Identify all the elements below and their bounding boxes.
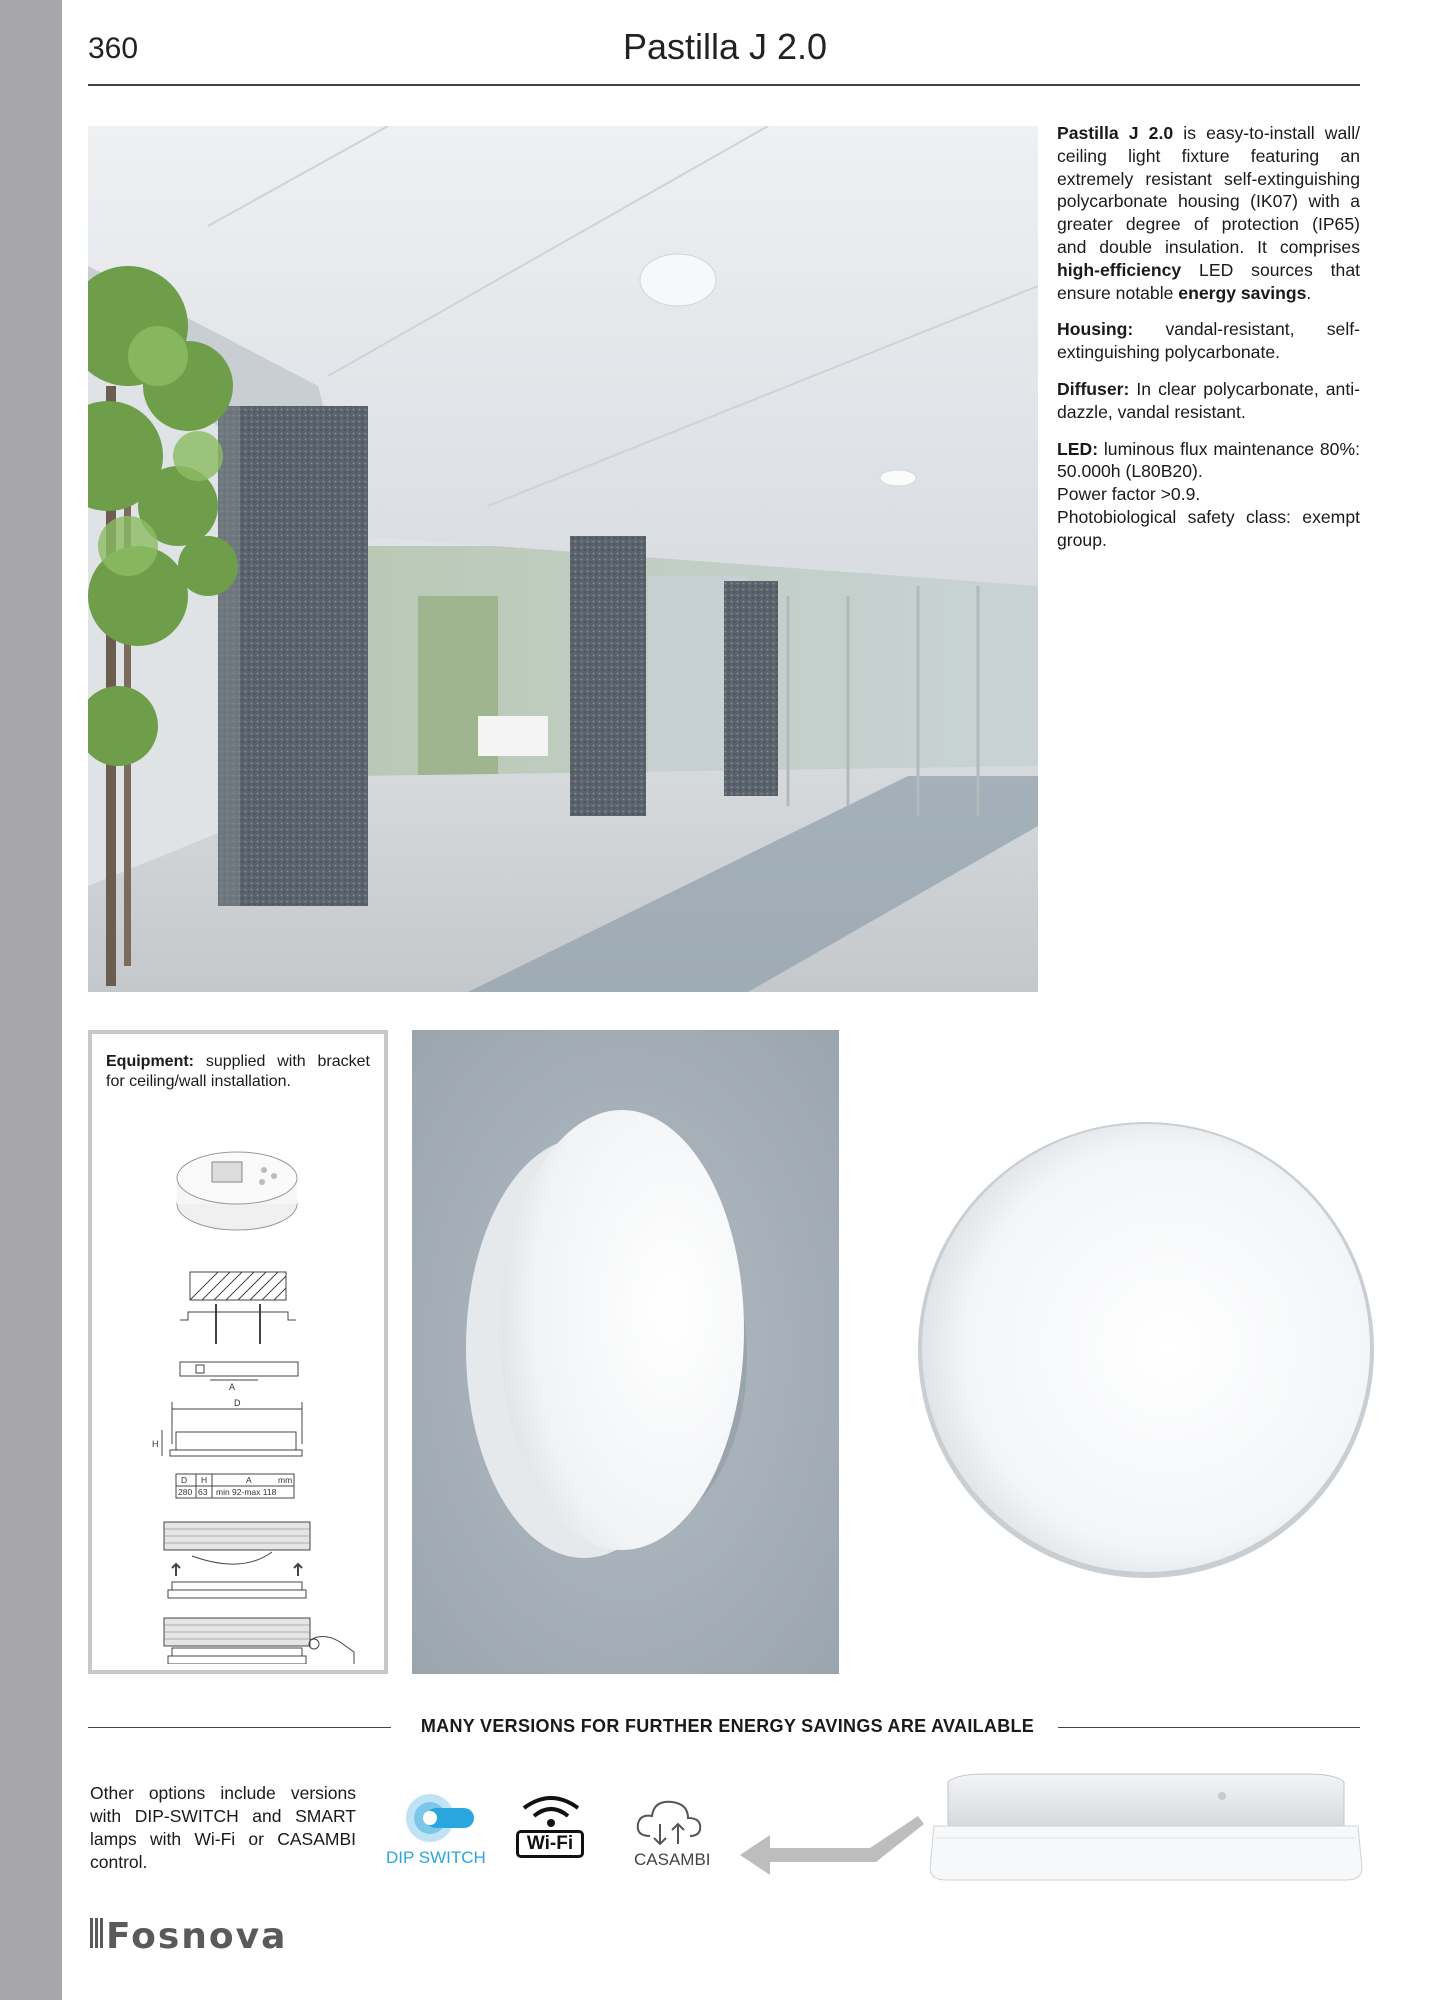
arrow-left-icon [740,1810,926,1885]
equipment-description [106,1052,370,1092]
intro-text-1: is easy-to-install wall/ ceiling light fixture featuring an extremely resistant self-extinguishing polycarbonate housing (IK07) with a greater degree of protection (IP65) and double insulation. It comprises [1057,123,1360,257]
table-header-a: A [246,1475,252,1485]
banner-rule-right [1058,1727,1360,1728]
dip-switch-label: DIP SWITCH [386,1848,486,1867]
photobiological-safety: Photobiological safety class: exempt group. [1057,506,1360,550]
housing-text: vandal-resistant, self-extinguishing polycarbonate. [1057,319,1360,363]
dimension-d-label: D [234,1398,241,1408]
dimension-a-label: A [229,1382,236,1392]
hero-photo-building-entrance [88,126,1038,992]
fosnova-logo [88,1910,298,1961]
table-value-a: min 92-max 118 [216,1487,277,1497]
installation-diagram [92,1104,384,1664]
casambi-cloud-icon [634,1794,706,1855]
table-value-h: 63 [198,1487,208,1497]
banner-rule-left [88,1727,391,1728]
table-value-d: 280 [178,1487,193,1497]
equipment-label: Equipment: [106,1053,194,1070]
header-divider [88,84,1360,86]
page-number: 360 [88,32,139,65]
wifi-icon [516,1794,586,1833]
product-description [1057,122,1360,552]
table-header-d: D [181,1475,188,1485]
diffuser-text: In clear polycarbonate, anti-dazzle, vandal resistant. [1057,378,1360,422]
intro-highlight-efficiency: high-efficiency [1057,259,1182,280]
led-label: LED: [1057,438,1099,459]
wifi-label: Wi-Fi [516,1830,584,1858]
product-side-view-photo [926,1770,1366,1895]
intro-text-3: . [1306,282,1312,303]
dip-switch-icon [400,1790,480,1851]
dimension-h-label: H [152,1439,159,1449]
table-header-unit: mm [278,1475,293,1485]
led-text: luminous flux maintenance 80%: 50.000h (L80B20). [1057,438,1360,482]
product-photo-front-view [906,1110,1386,1590]
diffuser-paragraph [1057,378,1360,424]
energy-savings-banner: MANY VERSIONS FOR FURTHER ENERGY SAVINGS ARE AVAILABLE [420,1716,1035,1736]
casambi-label: CASAMBI [634,1850,711,1869]
page-sidebar-strip [0,0,62,2000]
table-header-h: H [201,1475,208,1485]
product-name: Pastilla J 2.0 [1057,123,1174,143]
equipment-panel [88,1030,388,1674]
intro-text-2: LED sources that ensure notable [1057,259,1360,303]
diffuser-label: Diffuser: [1057,378,1130,399]
led-paragraph [1057,438,1360,552]
power-factor: Power factor >0.9. [1057,484,1201,505]
housing-label: Housing: [1057,319,1134,340]
brand-name: Fosnova [106,1916,288,1956]
options-description: Other options include versions with DIP-SWITCH and SMART lamps with Wi-Fi or CASAMBI control. [90,1783,356,1872]
intro-paragraph [1057,122,1360,304]
housing-paragraph [1057,318,1360,364]
page-title: Pastilla J 2.0 [622,26,828,67]
equipment-text: supplied with bracket for ceiling/wall installation. [106,1053,370,1090]
intro-highlight-energy: energy savings [1178,282,1307,303]
product-photo-wall-mounted [412,1030,839,1674]
